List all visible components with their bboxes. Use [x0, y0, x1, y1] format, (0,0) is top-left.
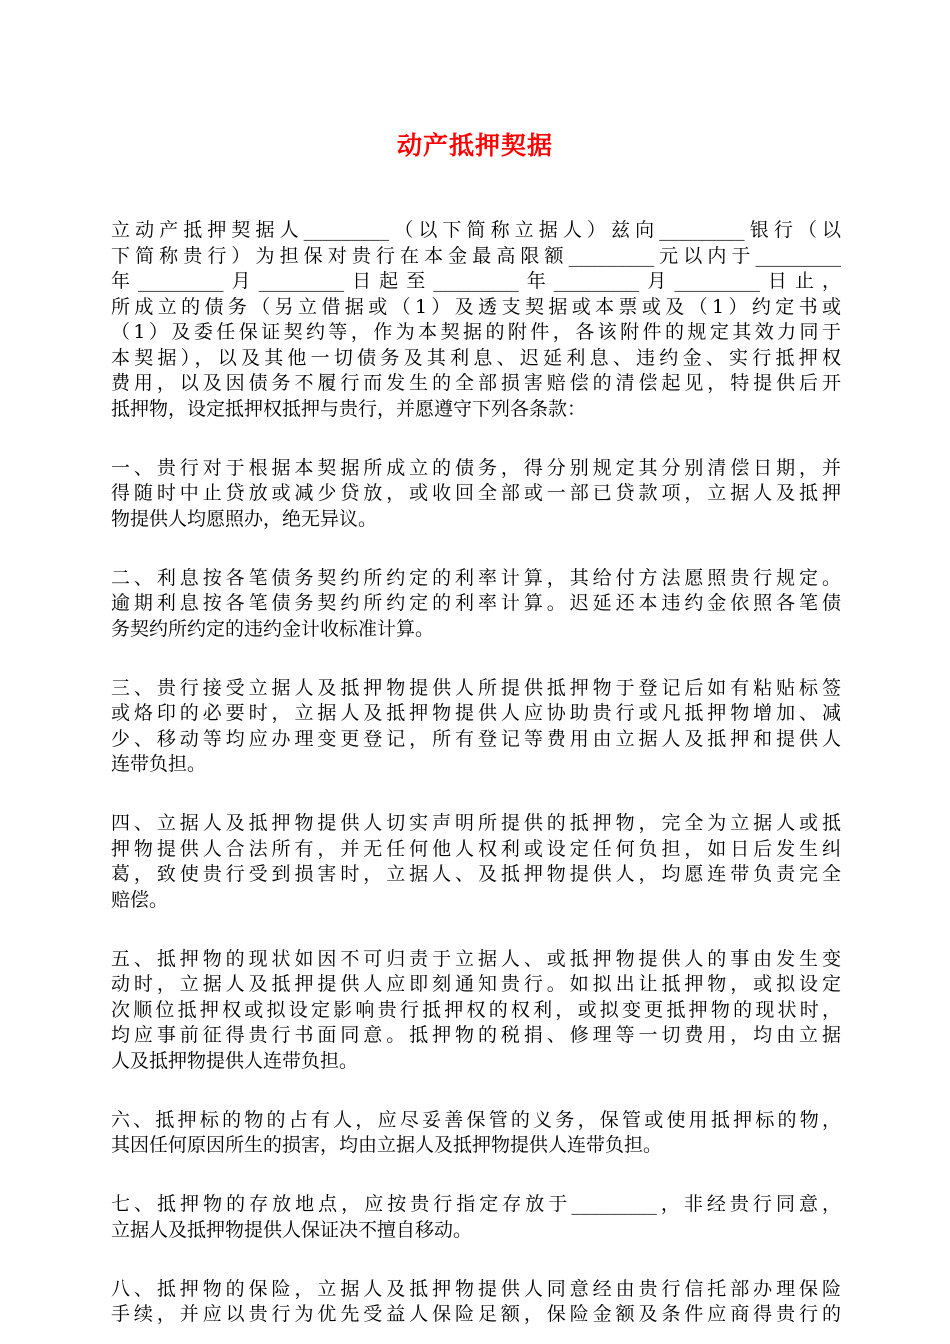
- text-line: 七、抵押物的存放地点，应按贵行指定存放于_________，非经贵行同意，: [111, 1193, 841, 1215]
- text-line: 逾期利息按各笔债务契约所约定的利率计算。迟延还本违约金依照各笔债: [111, 592, 841, 614]
- text-line: 押物提供人合法所有，并无任何他人权利或设定任何负担，如日后发生纠: [111, 837, 841, 860]
- text-line: 手续，并应以贵行为优先受益人保险足额，保险金额及条件应商得贵行的: [111, 1303, 841, 1325]
- paragraph-clause-1: [111, 456, 841, 533]
- document-body: [111, 218, 841, 1328]
- paragraph-clause-4: [111, 811, 841, 913]
- text-line: 六、抵押标的物的占有人，应尽妥善保管的义务，保管或使用抵押标的物，: [111, 1108, 841, 1131]
- text-line: 二、利息按各笔债务契约所约定的利率计算，其给付方法愿照贵行规定。: [111, 566, 841, 589]
- text-line: 五、抵押物的现状如因不可归责于立据人、或抵押物提供人的事由发生变: [111, 947, 841, 970]
- paragraph-clause-5: [111, 947, 841, 1075]
- text-line: 动时，立据人及抵押提供人应即刻通知贵行。如拟出让抵押物，或拟设定: [111, 973, 841, 995]
- text-line: 连带负担。: [111, 753, 207, 775]
- text-line: 葛，致使贵行受到损害时，立据人、及抵押物提供人，均愿连带负责完全: [111, 863, 841, 885]
- text-line: 得随时中止贷放或减少贷放，或收回全部或一部已贷款项，立据人及抵押: [111, 482, 841, 504]
- text-line: 本契据），以及其他一切债务及其利息、迟延利息、违约金、实行抵押权: [111, 346, 841, 369]
- text-line: 或烙印的必要时，立据人及抵押物提供人应协助贵行或凡抵押物增加、减: [111, 702, 841, 724]
- text-line: 所成立的债务（另立借据或（1）及透支契据或本票或及（1）约定书或: [111, 295, 841, 318]
- text-line: 均应事前征得贵行书面同意。抵押物的税捐、修理等一切费用，均由立据: [111, 1024, 841, 1046]
- text-line: 物提供人均愿照办，绝无异议。: [111, 507, 378, 530]
- paragraph-clause-3: [111, 676, 841, 778]
- document-title: 动产抵押契据: [396, 131, 553, 160]
- text-line: 其因任何原因所生的损害，均由立据人及抵押物提供人连带负担。: [111, 1134, 663, 1156]
- paragraph-clause-7: [111, 1192, 841, 1243]
- text-line: 赔偿。: [111, 888, 169, 911]
- text-line: 四、立据人及抵押物提供人切实声明所提供的抵押物，完全为立据人或抵: [111, 812, 841, 834]
- text-line: 立据人及抵押物提供人保证决不擅自移动。: [111, 1218, 473, 1241]
- paragraph-clause-6: [111, 1108, 841, 1159]
- text-line: 少、移动等均应办理变更登记，所有登记等费用由立据人及抵押和提供人: [111, 727, 841, 750]
- text-line: 三、贵行接受立据人及抵押物提供人所提供抵押物于登记后如有粘贴标签: [111, 676, 841, 699]
- text-line: 年_________月_________日起至_________年_________月_________日止，: [111, 270, 841, 292]
- paragraph-clause-8: [111, 1277, 841, 1328]
- text-line: 次顺位抵押权或拟设定影响贵行抵押权的权利，或拟变更抵押物的现状时，: [111, 998, 841, 1021]
- text-line: （1）及委任保证契约等，作为本契据的附件，各该附件的规定其效力同于: [111, 321, 841, 343]
- text-line: 费用，以及因债务不履行而发生的全部损害赔偿的清偿起见，特提供后开: [111, 372, 841, 394]
- text-line: 下简称贵行）为担保对贵行在本金最高限额_________元以内于_________: [111, 244, 841, 267]
- text-line: 人及抵押物提供人连带负担。: [111, 1049, 359, 1072]
- paragraph-preamble: [111, 218, 841, 422]
- text-line: 抵押物，设定抵押权抵押与贵行，并愿遵守下列各条款：: [111, 397, 587, 420]
- text-line: 八、抵押物的保险，立据人及抵押物提供人同意经由贵行信托部办理保险: [111, 1277, 841, 1300]
- paragraph-clause-2: [111, 566, 841, 643]
- text-line: 一、贵行对于根据本契据所成立的债务，得分别规定其分别清偿日期，并: [111, 456, 841, 479]
- text-line: 务契约所约定的违约金计收标准计算。: [111, 617, 435, 640]
- text-line: 立动产抵押契据人_________（以下简称立据人）兹向_________银行（以: [111, 219, 841, 241]
